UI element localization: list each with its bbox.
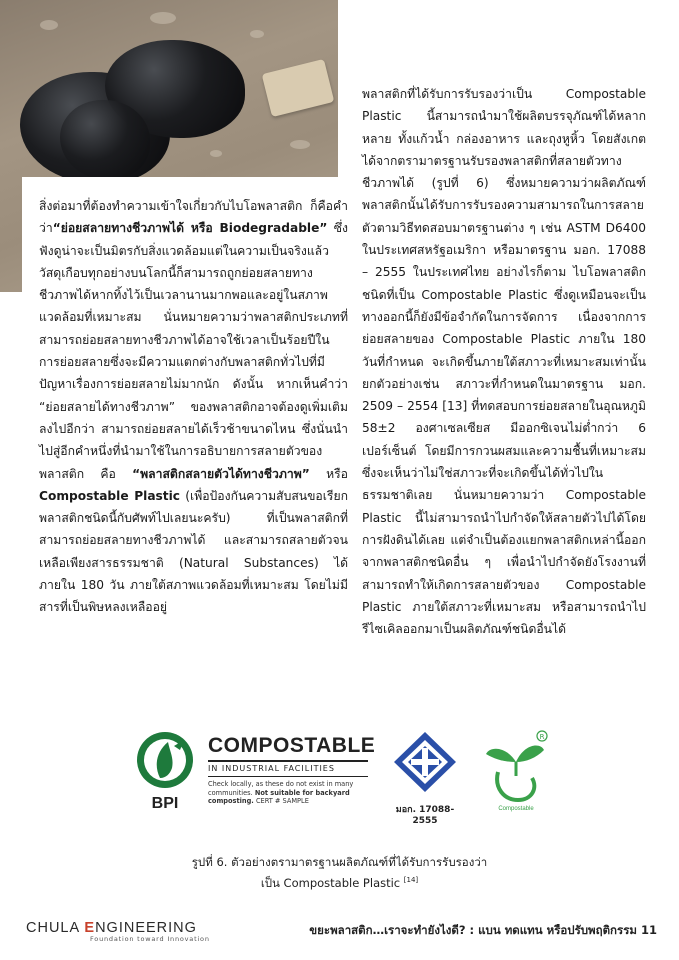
tis-logo [392, 730, 458, 826]
right-paragraph: พลาสติกที่ได้รับการรับรองว่าเป็น Compostable Plastic นี้สามารถนำมาใช้ผลิตบรรจุภัณฑ์ได้หลากหลาย ทั้งแก้วน้ำ กล่องอาหาร และถุงหูหิ้ว โดยสังเกตได้จากตรามาตรฐานรับรองพลาสติกที่สลายตัวทางชีวภาพได้ (รูปที่ 6) ซึ่งหมายความว่าผลิตภัณฑ์พลาสติกนั้นได้รับการรับรองความสามารถในการสลายตัวตามวิธีทดสอบมาตรฐานต่าง ๆ เช่น ASTM D6400 ในประเทศสหรัฐอเมริกา หรือมาตรฐาน มอก. 17088 – 2555 ในประเทศไทย อย่างไรก็ตาม ไบโอพลาสติกชนิดที่เป็น Compostable Plastic ซึ่งดูเหมือนจะเป็นทางออกนี้ก็ยังมีข้อจำกัดในการจัดการ เนื่องจากการย่อยสลายของ Compostable Plastic ภายใน 180 วันที่กำหนด จะเกิดขึ้นภายใต้สภาวะที่เหมาะสมเท่านั้น ยกตัวอย่างเช่น สภาวะที่กำหนดในมาตรฐาน มอก. 2509 – 2554 [13] ที่ทดสอบการย่อยสลายในอุณหภูมิ 58±2 องศาเซลเซียส มีออกซิเจนไม่ต่ำกว่า 6 เปอร์เซ็นต์ โดยมีการกวนผสมและความชื้นที่เหมาะสม ซึ่งจะเห็นว่าไม่ใช่สภาวะที่จะเกิดขึ้นได้ทั่วไปในธรรมชาติเลย นั่นหมายความว่า Compostable Plastic นี้ไม่สามารถนำไปกำจัดให้สลายตัวไปได้โดยการฝังดินได้เลย แต่จำเป็นต้องแยกพลาสติกเหล่านี้ออกจากพลาสติกชนิดอื่น ๆ เพื่อนำไปกำจัดยังโรงงานที่สามารถทำให้เกิดการสลายตัวของ Compostable Plastic ภายใต้สภาวะที่เหมาะสม หรือสามารถนำไปรีไซเคิลออกมาเป็นผลิตภัณฑ์ชนิดอื่นได้ [362, 87, 646, 637]
caption-line-2: เป็น Compostable Plastic [14] [260, 875, 419, 890]
figure-caption [0, 853, 679, 892]
certification-logos [130, 726, 570, 826]
tis-emblem-icon [392, 730, 458, 794]
chula-engineering-logo: CHULA ENGINEERING Foundation toward Innovation [26, 920, 210, 943]
page-number: 11 [640, 923, 657, 937]
compostable-subtitle: IN INDUSTRIAL FACILITIES [208, 764, 368, 777]
compostable-note: Check locally, as these do not exist in many communities. Not suitable for backyard composting. CERT # SAMPLE [208, 780, 354, 805]
seedling-logo [480, 726, 552, 814]
footer-title: ขยะพลาสติก…เราจะทำยังไงดี? : แบน ทดแทน หรือปรับพฤติกรรม 11 [309, 923, 657, 937]
left-column [22, 177, 348, 619]
left-paragraph: สิ่งต่อมาที่ต้องทำความเข้าใจเกี่ยวกับไบโอพลาสติก ก็คือคำว่า“ย่อยสลายทางชีวภาพได้ หรือ Biodegradable” ซึ่งฟังดูน่าจะเป็นมิตรกับสิ่งแวดล้อมแต่ในความเป็นจริงแล้ววัสดุเกือบทุกอย่างบนโลกนี้ก็สามารถถูกย่อยสลายทางชีวภาพได้หากทิ้งไว้เป็นเวลานานมากพอและอยู่ในสภาพแวดล้อมที่เหมาะสม นั่นหมายความว่าพลาสติกประเภทที่สามารถย่อยสลายทางชีวภาพได้อาจใช้เวลาเป็นร้อยปีในการย่อยสลายซึ่งจะมีความแตกต่างกับพลาสติกทั่วไปที่มีปัญหาเรื่องการย่อยสลายไม่มากนัก ดังนั้น หากเห็นคำว่า “ย่อยสลายได้ทางชีวภาพ” ของพลาสติกอาจต้องดูเพิ่มเติมลงไปอีกว่า สามารถย่อยสลายได้เร็วช้าขนาดไหน ซึ่งนั่นนำไปสู่อีกคำหนึ่งที่นำมาใช้ในการอธิบายการสลายตัวของพลาสติก คือ “พลาสติกสลายตัวได้ทางชีวภาพ” หรือ Compostable Plastic (เพื่อป้องกันความสับสนขอเรียกพลาสติกชนิดนี้กับศัพท์ไปเลยนะครับ) ที่เป็นพลาสติกที่สามารถย่อยสลายทางชีวภาพได้ และสามารถสลายตัวจนเหลือเพียงสารธรรมชาติ (Natural Substances) ได้ภายใน 180 วัน ภายใต้สภาพแวดล้อมที่เหมาะสม โดยไม่มีสารที่เป็นพิษหลงเหลืออยู่ [39, 199, 348, 615]
bpi-label: BPI [151, 795, 179, 812]
right-column [362, 83, 646, 640]
caption-line-1: รูปที่ 6. ตัวอย่างตรามาตรฐานผลิตภัณฑ์ที่ได้รับการรับรองว่า [191, 855, 488, 869]
caption-reference: [14] [403, 876, 419, 884]
bpi-logo [130, 728, 200, 812]
tis-label: มอก. 17088-2555 [395, 805, 455, 826]
compostable-label [208, 734, 376, 806]
compostable-title: COMPOSTABLE [208, 734, 368, 762]
logo-tagline: Foundation toward Innovation [90, 935, 210, 943]
seedling-label: Compostable [498, 806, 534, 812]
svg-text:R: R [539, 733, 545, 741]
